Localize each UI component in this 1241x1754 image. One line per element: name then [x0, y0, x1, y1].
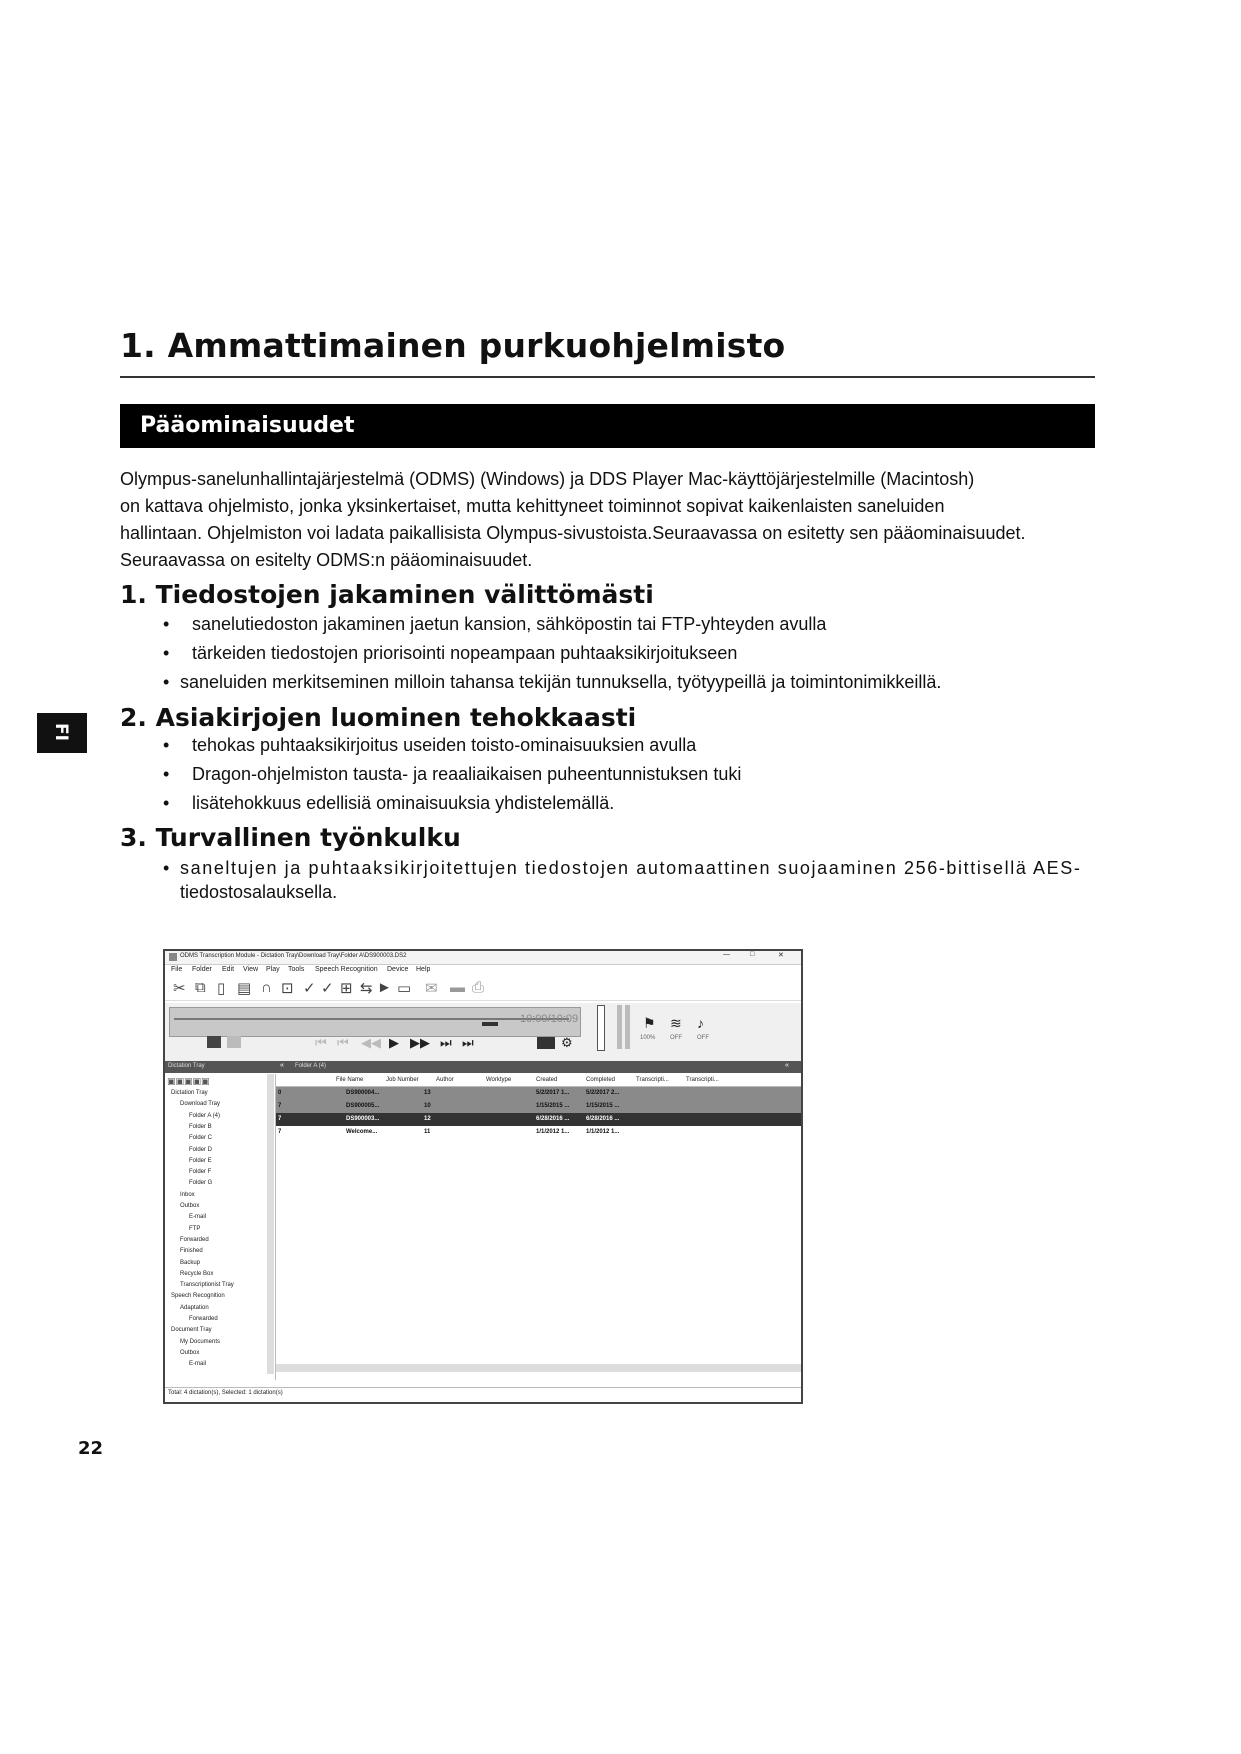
intro-line: hallintaan. Ohjelmiston voi ladata paikallisista Olympus-sivustoista.Seuraavassa on esitetty sen pääominaisuudet. [120, 523, 1026, 543]
headphones-icon[interactable]: ∩ [261, 979, 272, 996]
tree-item[interactable]: Document Tray [171, 1327, 212, 1334]
menu-device[interactable]: Device [387, 966, 409, 973]
tree-item[interactable]: Folder A (4) [189, 1112, 221, 1119]
table-cell: 7 [278, 1103, 282, 1109]
speed-icon[interactable]: ⚑ [643, 1015, 656, 1031]
play-toolbar-icon[interactable]: ► [377, 979, 392, 996]
check-icon[interactable]: ✓ [303, 980, 316, 997]
menu-bar [165, 965, 801, 977]
tree-item[interactable]: Outbox [180, 1349, 200, 1356]
table-cell: 10 [424, 1103, 431, 1109]
window-titlebar [165, 951, 801, 965]
cut-icon[interactable]: ✂ [173, 980, 186, 997]
rewind-icon[interactable]: ◀◀ [361, 1035, 381, 1050]
table-cell: 12 [424, 1116, 431, 1122]
tree-item[interactable]: Folder C [189, 1135, 213, 1142]
tree-item[interactable]: E-mail [189, 1214, 207, 1221]
tree-item[interactable]: Folder F [189, 1169, 212, 1176]
skip-start-icon[interactable]: ⏮ [315, 1035, 327, 1050]
chapter-heading: 1. Ammattimainen purkuohjelmisto [120, 326, 786, 365]
window-title: ODMS Transcription Module - Dictation Tray\Download Tray\Folder A\DS900003.DS2 [180, 953, 407, 959]
prev-index-icon[interactable]: ⏮ [337, 1035, 349, 1050]
table-cell: 7 [278, 1129, 282, 1135]
col-transcription-2[interactable]: Transcripti... [686, 1077, 719, 1083]
minimize-icon[interactable]: — [723, 951, 730, 958]
tone-value: OFF [697, 1035, 709, 1041]
tree-item[interactable]: Folder G [189, 1180, 213, 1187]
menu-speech-recognition[interactable]: Speech Recognition [315, 966, 378, 973]
maximize-icon[interactable]: □ [750, 951, 755, 958]
col-worktype[interactable]: Worktype [486, 1077, 512, 1083]
tree-item[interactable]: Forwarded [180, 1236, 209, 1243]
table-cell: 13 [424, 1090, 431, 1096]
menu-edit[interactable]: Edit [222, 966, 235, 973]
tree-item[interactable]: Backup [180, 1259, 201, 1266]
col-transcription-1[interactable]: Transcripti... [636, 1077, 669, 1083]
intro-line: Olympus-sanelunhallintajärjestelmä (ODMS) (Windows) ja DDS Player Mac-käyttöjärjestelmille (Macintosh) [120, 469, 975, 489]
menu-file[interactable]: File [171, 966, 183, 973]
slider-track [174, 1018, 569, 1020]
col-file-name[interactable]: File Name [336, 1077, 364, 1083]
tree-scrollbar[interactable] [267, 1074, 274, 1374]
section-title: Pääominaisuudet [140, 413, 355, 438]
table-row[interactable] [276, 1126, 801, 1139]
status-text: Total: 4 dictation(s), Selected: 1 dictation(s) [168, 1390, 283, 1396]
section-bar [120, 404, 1095, 448]
page-number: 22 [78, 1438, 104, 1459]
download-icon[interactable]: ▭ [397, 980, 412, 997]
table-cell: 0 [278, 1090, 282, 1096]
table-row[interactable] [276, 1113, 801, 1126]
keyboard-icon[interactable]: ▬ [450, 979, 465, 996]
play-icon[interactable]: ▶ [389, 1035, 399, 1050]
collapse-left-icon[interactable]: « [280, 1062, 284, 1069]
check-transcribe-icon[interactable]: ✓ [321, 980, 334, 997]
bullet-item: • lisätehokkuus edellisiä ominaisuuksia yhdistelemällä. [163, 793, 615, 813]
table-cell: 1/15/2015 ... [586, 1103, 620, 1109]
panel-headers [165, 1061, 801, 1073]
menu-help[interactable]: Help [416, 966, 431, 973]
tree-item[interactable]: Forwarded [189, 1316, 218, 1322]
tree-item[interactable]: Finished [180, 1248, 203, 1255]
menu-view[interactable]: View [243, 966, 259, 973]
horizontal-scrollbar[interactable] [276, 1364, 801, 1372]
intro-paragraph [120, 466, 1110, 574]
mail-icon[interactable]: ✉ [425, 980, 438, 997]
close-icon[interactable]: ✕ [778, 952, 784, 959]
tree-item[interactable]: Folder D [189, 1146, 213, 1153]
send-icon[interactable]: ⇆ [360, 980, 373, 997]
menu-play[interactable]: Play [266, 966, 280, 973]
bullet-continuation: tiedostosalauksella. [180, 882, 338, 902]
menu-tools[interactable]: Tools [288, 966, 305, 973]
table-cell: 5/2/2017 1... [536, 1090, 570, 1096]
tree-item[interactable]: Transcriptionist Tray [180, 1282, 234, 1289]
info-icon[interactable] [537, 1037, 555, 1049]
skip-end-icon[interactable]: ⏭ [462, 1035, 474, 1050]
bullet-item: • Dragon-ohjelmiston tausta- ja reaaliaikaisen puheentunnistuksen tuki [163, 764, 742, 784]
col-author[interactable]: Author [436, 1077, 454, 1083]
table-cell: 6/28/2016 ... [536, 1116, 570, 1122]
bullet-item: • saneltujen ja puhtaaksikirjoitettujen tiedostojen automaattinen suojaaminen 256-bittisellä AES- [163, 858, 1082, 878]
file-list-header [276, 1074, 801, 1087]
toolbar [165, 978, 801, 1001]
tree-item[interactable]: Download Tray [180, 1101, 221, 1108]
table-cell: 1/15/2015 ... [536, 1103, 570, 1109]
table-row[interactable] [276, 1100, 801, 1113]
intro-line: on kattava ohjelmisto, jonka yksinkertaiset, mutta kehittyneet toiminnot sopivat kaikenlaisten saneluiden [120, 496, 945, 516]
status-bar [165, 1387, 801, 1401]
app-icon [169, 953, 177, 961]
table-cell: 7 [278, 1116, 282, 1122]
table-cell: DS900003... [346, 1116, 380, 1122]
print-icon[interactable]: ⎙ [472, 979, 485, 996]
noise-cancel-icon[interactable]: ≋ [670, 1015, 682, 1031]
tree-item[interactable]: Folder E [189, 1157, 212, 1164]
file-list [276, 1074, 801, 1380]
table-cell: 6/28/2016 ... [586, 1116, 620, 1122]
col-created[interactable]: Created [536, 1077, 558, 1083]
col-completed[interactable]: Completed [586, 1077, 616, 1083]
document-icon[interactable]: ▤ [237, 980, 252, 997]
folder-tree [165, 1074, 276, 1380]
index-mark-icon[interactable] [207, 1036, 221, 1048]
table-cell: 1/1/2012 1... [586, 1129, 620, 1135]
tree-item[interactable]: E-mail [189, 1361, 207, 1368]
copy-icon[interactable]: ⧉ [195, 979, 206, 996]
table-cell: DS900004... [346, 1090, 380, 1096]
export-icon[interactable]: ⊡ [281, 980, 294, 997]
tree-item[interactable]: My Documents [180, 1338, 221, 1345]
table-cell: 1/1/2012 1... [536, 1129, 570, 1135]
language-tab: FI [37, 713, 87, 753]
col-job-number[interactable]: Job Number [386, 1077, 419, 1083]
tree-item[interactable]: Dictation Tray [171, 1090, 208, 1096]
tree-toolbar-icon[interactable]: ▣▣▣▣▣ [167, 1076, 210, 1086]
tree-item[interactable]: Recycle Box [180, 1270, 214, 1277]
tree-item[interactable]: Adaptation [180, 1304, 209, 1311]
table-cell: 5/2/2017 2... [586, 1090, 620, 1096]
tree-item[interactable]: Outbox [180, 1203, 200, 1209]
menu-folder[interactable]: Folder [192, 966, 212, 973]
next-index-icon[interactable]: ⏭ [440, 1035, 452, 1050]
fast-forward-icon[interactable]: ▶▶ [410, 1035, 430, 1050]
folder-header: Folder A (4) [295, 1063, 327, 1069]
transport-bar [165, 1035, 801, 1055]
tone-icon[interactable]: ♪ [697, 1015, 704, 1031]
noise-cancel-value: OFF [670, 1035, 682, 1041]
heading-rule [120, 376, 1095, 378]
delete-icon[interactable]: ▯ [217, 980, 226, 997]
table-cell: Welcome... [346, 1129, 378, 1135]
bullet-item: • tärkeiden tiedostojen priorisointi nopeampaan puhtaaksikirjoitukseen [163, 643, 738, 663]
settings-gear-icon[interactable]: ⚙ [561, 1035, 573, 1050]
slider-thumb[interactable] [482, 1022, 498, 1026]
tree-item[interactable]: Speech Recognition [171, 1293, 225, 1300]
table-cell: 11 [424, 1129, 431, 1135]
speed-value: 100% [640, 1035, 656, 1041]
bullet-item: • saneluiden merkitseminen milloin tahansa tekijän tunnuksella, työtyypeillä ja toimintonimikkeillä. [163, 672, 942, 692]
bullet-item: • sanelutiedoston jakaminen jaetun kansion, sähköpostin tai FTP-yhteyden avulla [163, 614, 827, 634]
feature-heading-1: 1. Tiedostojen jakaminen välittömästi [120, 580, 654, 609]
collapse-right-icon[interactable]: « [785, 1062, 789, 1069]
table-row[interactable] [276, 1087, 801, 1100]
bullet-item: • tehokas puhtaaksikirjoitus useiden toisto-ominaisuuksien avulla [163, 735, 697, 755]
time-display: 10:09/10:09 [520, 1013, 579, 1025]
intro-line: Seuraavassa on esitelty ODMS:n pääominaisuudet. [120, 550, 533, 570]
properties-icon[interactable]: ⊞ [340, 980, 353, 997]
tree-item[interactable]: Folder B [189, 1123, 212, 1130]
tree-item[interactable]: FTP [189, 1225, 201, 1232]
feature-heading-3: 3. Turvallinen työnkulku [120, 823, 461, 852]
tree-header: Dictation Tray [168, 1063, 205, 1069]
app-screenshot [163, 949, 803, 1404]
feature-heading-2: 2. Asiakirjojen luominen tehokkaasti [120, 703, 637, 732]
tree-item[interactable]: Inbox [180, 1191, 195, 1198]
table-cell: DS900005... [346, 1103, 380, 1109]
bookmark-icon[interactable] [227, 1036, 241, 1048]
